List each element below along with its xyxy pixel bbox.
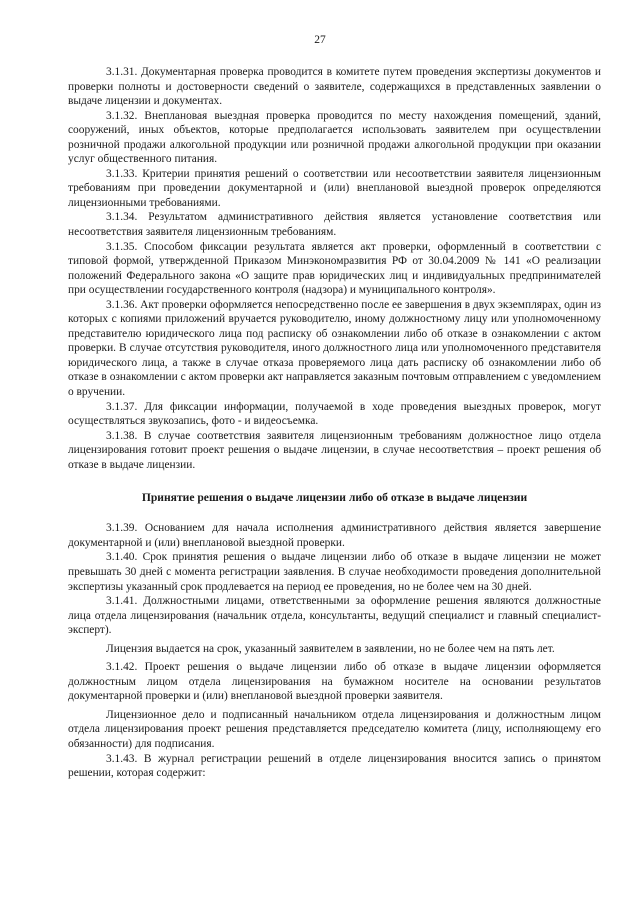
paragraph-3-1-39: 3.1.39. Основанием для начала исполнения административного действия является завершение документарной и (или) внеплановой выездной проверки.	[68, 522, 601, 549]
paragraph-3-1-43: 3.1.43. В журнал регистрации решений в отделе лицензирования вносится запись о принятом решении, которая содержит:	[68, 752, 601, 780]
paragraph-license-case: Лицензионное дело и подписанный начальником отдела лицензирования и должностным лицом отдела лицензирования проект решения представляется председателю комитета (лицу, исполняющему его обязанности) для подписания.	[68, 708, 601, 750]
paragraph-3-1-41: 3.1.41. Должностными лицами, ответственными за оформление решения являются должностные лица отдела лицензирования (начальник отдела, консультанты, ведущий специалист и главный специалист-эксперт).	[68, 595, 601, 637]
paragraph-license-term: Лицензия выдается на срок, указанный заявителем в заявлении, но не более чем на пять лет.	[106, 642, 555, 655]
document-body	[68, 65, 601, 781]
paragraph-3-1-31: 3.1.31. Документарная проверка проводится в комитете путем проведения экспертизы документов и проверки полноты и достоверности сведений о заявителе, содержащихся в представленных заявлении о выдаче лицензии и документах.	[68, 66, 601, 108]
paragraph-3-1-37: 3.1.37. Для фиксации информации, получаемой в ходе проведения выездных проверок, могут осуществляться звукозапись, фото - и видеосъемка.	[68, 400, 601, 428]
paragraph-3-1-42: 3.1.42. Проект решения о выдаче лицензии либо об отказе в выдаче лицензии оформляется должностным лицом отдела лицензирования на бумажном носителе на основании результатов документарной проверки и (или) внеплановой выездной проверки заявителя.	[68, 661, 601, 703]
paragraph-3-1-35: 3.1.35. Способом фиксации результата является акт проверки, оформленный в соответствии с типовой формой, утвержденной Приказом Минэкономразвития РФ от 30.04.2009 № 141 «О реализации положений Федерального закона «О защите прав юридических лиц и индивидуальных предпринимателей при осуществлении государственного контроля (надзора) и муниципального контроля».	[68, 240, 601, 297]
paragraph-3-1-32: 3.1.32. Внеплановая выездная проверка проводится по месту нахождения помещений, зданий, сооружений, иных объектов, которые предполагается использовать заявителем при осуществлении розничной продажи алкогольной продукции или розничной продажи алкогольной продукции при оказании услуг общественного питания.	[68, 109, 601, 166]
paragraph-3-1-36: 3.1.36. Акт проверки оформляется непосредственно после ее завершения в двух экземплярах, один из которых с копиями приложений вручается руководителю, иному должностному лицу или уполномоченному представителю юридического лица под расписку об ознакомлении либо об отказе в ознакомлении с актом проверки. В случае отсутствия руководителя, иного должностного лица или уполномоченного представителя юридического лица, а также в случае отказа проверяемого лица дать расписку об ознакомлении либо об отказе в ознакомлении с актом проверки акт направляется заказным почтовым отправлением с уведомлением о вручении.	[68, 298, 601, 399]
paragraph-3-1-33: 3.1.33. Критерии принятия решений о соответствии или несоответствии заявителя лицензионным требованиям при проведении документарной и (или) внеплановой выездной проверок определяются лицензионными требованиями.	[68, 167, 601, 209]
section-heading: Принятие решения о выдаче лицензии либо об отказе в выдаче лицензии	[141, 491, 528, 505]
paragraph-3-1-38: 3.1.38. В случае соответствия заявителя лицензионным требованиям должностное лицо отдела лицензирования готовит проект решения о выдаче лицензии, в случае несоответствия – проект решения об отказе в выдаче лицензии.	[68, 429, 601, 471]
paragraph-3-1-40: 3.1.40. Срок принятия решения о выдаче лицензии либо об отказе в выдаче лицензии не может превышать 30 дней с момента регистрации заявления. В случае необходимости проведения дополнительной экспертизы указанный срок продлевается на период ее проведения, но не более чем на 30 дней.	[68, 551, 601, 593]
paragraph-3-1-34: 3.1.34. Результатом административного действия является установление соответствия или несоответствия заявителя лицензионным требованиям.	[68, 211, 601, 239]
page-number: 27	[314, 34, 326, 46]
